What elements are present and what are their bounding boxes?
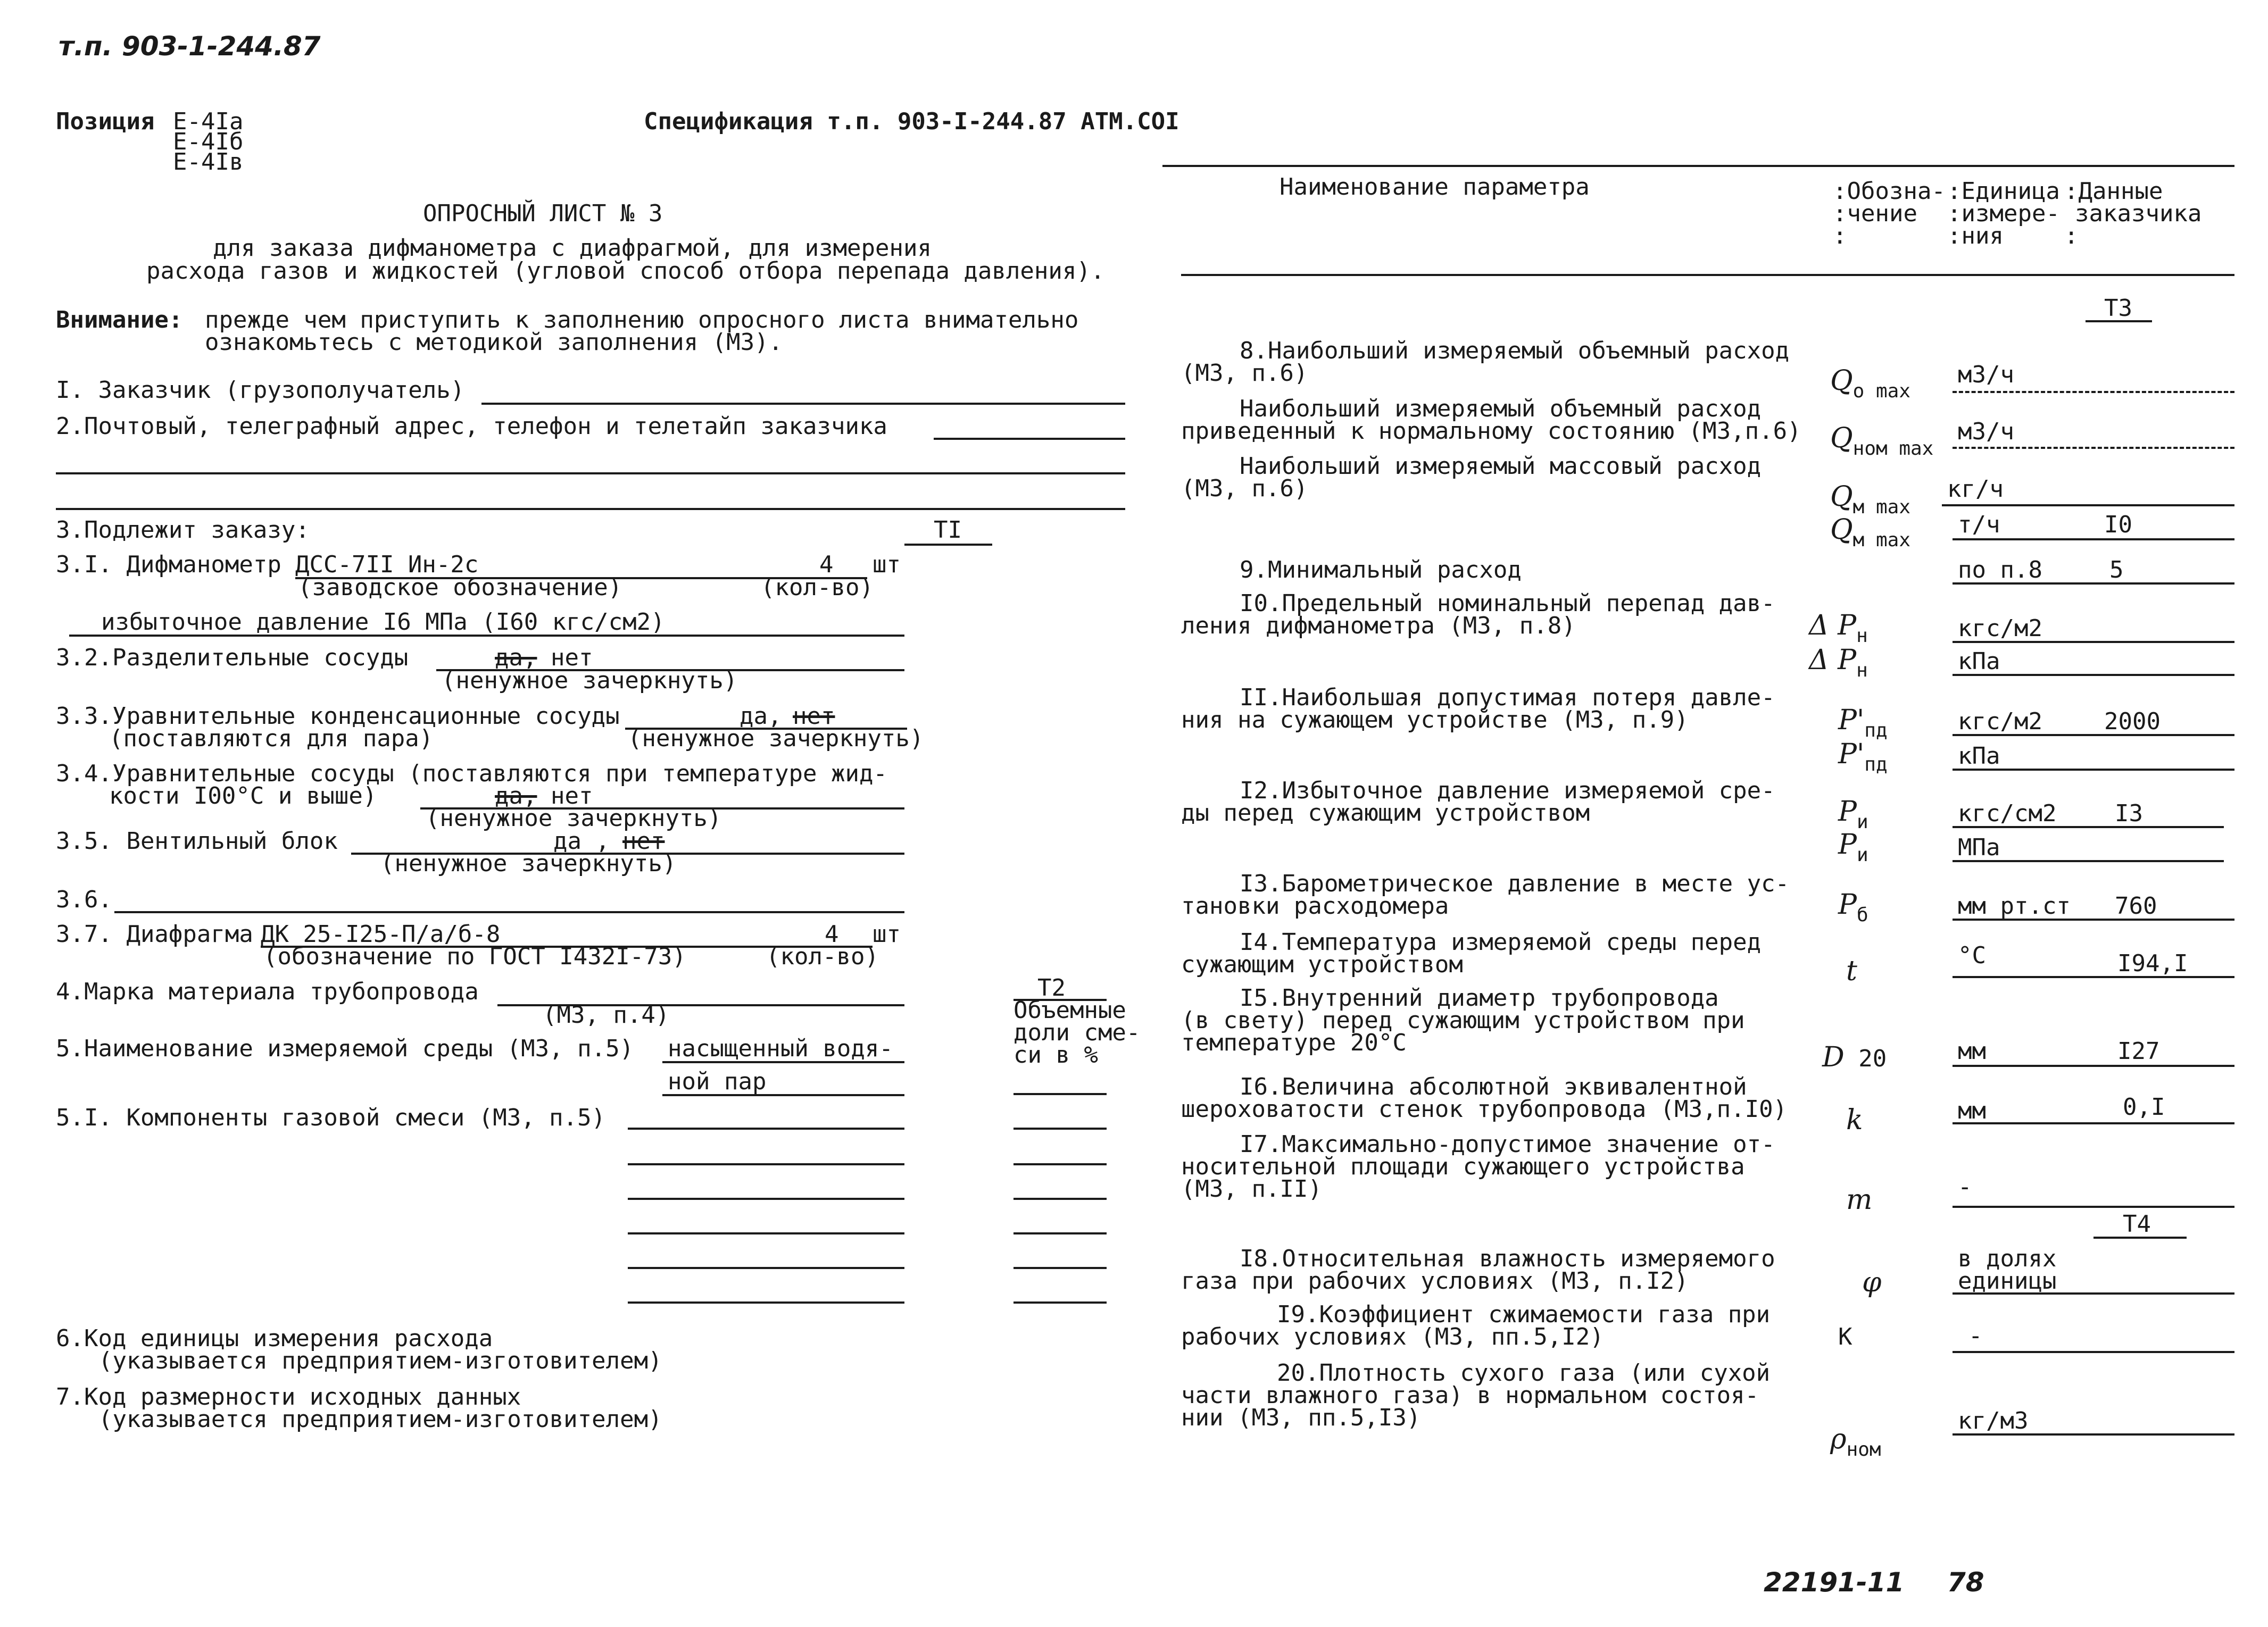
param-15: (в свету) перед сужающим устройством при: [1181, 1007, 1745, 1034]
param-8c-t-field[interactable]: [1953, 538, 2234, 540]
factory-designation-caption: (заводское обозначение): [298, 574, 622, 601]
param-17: носительной площади сужающего устройства: [1181, 1153, 1745, 1180]
unit-kpa: кПа: [1958, 648, 2000, 675]
symbol-p-pd: $P'_{пд}$: [1838, 738, 1888, 775]
unit-kg-m3: кг/м3: [1958, 1407, 2029, 1434]
param-12-field[interactable]: [1953, 826, 2224, 828]
unit-fraction: единицы: [1958, 1267, 2057, 1295]
column-header-unit: :измере-: [1947, 200, 2060, 227]
item-3-4-label: 3.4.Уравнительные сосуды (поставляются при температуре жид-: [56, 760, 887, 787]
param-16-field[interactable]: [1953, 1122, 2234, 1124]
section-divider: [56, 508, 1125, 510]
param-8: (МЗ, п.6): [1181, 360, 1308, 387]
manometer-quantity: 4: [819, 551, 834, 578]
column-header-symbol: :Обозна-: [1833, 178, 1946, 205]
param-11: ния на сужающем устройстве (МЗ, п.9): [1181, 706, 1689, 733]
quantity-caption: (кол-во): [761, 574, 874, 601]
page-number: 78: [1947, 1567, 1984, 1598]
position-code: Е-4Iв: [173, 148, 244, 176]
gas-fraction-field[interactable]: [1013, 1232, 1107, 1234]
gas-component-field[interactable]: [628, 1267, 904, 1269]
unit-kpa: кПа: [1958, 742, 2000, 770]
form-title: ОПРОСНЫЙ ЛИСТ № 3: [423, 200, 663, 227]
cross-out-caption: (ненужное зачеркнуть): [628, 725, 924, 752]
param-12: I2.Избыточное давление измеряемой сре-: [1240, 777, 1775, 804]
symbol-q-m-max: $Q_{м max}$: [1830, 481, 1911, 518]
unit-kgh: кг/ч: [1947, 475, 2004, 503]
table-mark-t1: ТI: [934, 516, 962, 544]
item-3-5-label: 3.5. Вентильный блок: [56, 828, 338, 855]
gas-fraction-field[interactable]: [1013, 1267, 1107, 1269]
symbol-q-m-max: $Q_{м max}$: [1830, 514, 1911, 551]
table-mark-t3: Т3: [2104, 295, 2132, 322]
param-16: I6.Величина абсолютной эквивалентной: [1240, 1073, 1747, 1100]
cross-out-caption: (ненужное зачеркнуть): [442, 667, 738, 694]
value-roughness: 0,I: [2123, 1094, 2165, 1121]
item-3-6-field[interactable]: [114, 911, 904, 913]
param-9-field[interactable]: [1953, 582, 2234, 585]
param-20: нии (МЗ, пп.5,I3): [1181, 1404, 1421, 1431]
option-no-crossed: нет: [622, 828, 665, 855]
item-3-1-label: 3.I. Дифманометр: [56, 551, 281, 578]
item-1-field[interactable]: [481, 403, 1125, 405]
unit-mm: мм: [1958, 1038, 1986, 1065]
table-mark-t4: Т4: [2123, 1211, 2151, 1238]
param-20: части влажного газа) в нормальном состоя-: [1181, 1382, 1759, 1409]
param-14: сужающим устройством: [1181, 951, 1463, 978]
option-no: нет: [551, 644, 593, 671]
item-5-label: 5.Наименование измеряемой среды (МЗ, п.5): [56, 1035, 634, 1062]
param-18-field[interactable]: [1953, 1292, 2234, 1295]
gas-fraction-field[interactable]: [1013, 1301, 1107, 1304]
item-2-field[interactable]: [934, 438, 1125, 440]
attention-text: прежде чем приступить к заполнению опросного листа внимательно: [205, 306, 1079, 333]
param-16: шероховатости стенок трубопровода (МЗ,п.I0): [1181, 1096, 1788, 1123]
item-2-field-line[interactable]: [56, 472, 1125, 474]
unit-celsius: °С: [1958, 942, 1986, 969]
value-overpressure: I3: [2115, 800, 2143, 827]
param-11-field[interactable]: [1953, 734, 2234, 736]
unit-kgs-m2: кгс/м2: [1958, 615, 2042, 642]
form-subtitle: для заказа дифманометра с диафрагмой, для измерения: [213, 235, 932, 262]
medium-field-line[interactable]: [662, 1094, 904, 1096]
option-no: нет: [551, 782, 593, 810]
column-header-unit: :Единица: [1947, 178, 2060, 205]
symbol-q-o-max: $Q_{о max}$: [1830, 365, 1911, 402]
gas-component-field[interactable]: [628, 1163, 904, 1165]
param-12: ды перед сужающим устройством: [1181, 799, 1590, 827]
symbol-d-20: D 20: [1822, 1041, 1887, 1073]
option-no-crossed: нет: [793, 703, 835, 730]
document-number: 22191-11: [1764, 1567, 1905, 1598]
column-header-data: :Данные: [2064, 178, 2163, 205]
item-3-3-note: (поставляются для пара): [109, 725, 434, 752]
param-18: газа при рабочих условиях (МЗ, п.I2): [1181, 1267, 1689, 1295]
item-6-note: (указывается предприятием-изготовителем): [98, 1347, 662, 1374]
unit-pieces: шт: [873, 921, 901, 948]
param-12-mpa-field[interactable]: [1953, 860, 2224, 862]
item-3-label: 3.Подлежит заказу:: [56, 516, 310, 544]
t3-underline: [2086, 320, 2152, 322]
form-subtitle: расхода газов и жидкостей (угловой способ отбора перепада давления).: [146, 257, 1105, 285]
unit-dash: -: [1958, 1173, 1972, 1200]
gost-caption: (обозначение по ГОСТ I432I-73): [263, 943, 686, 970]
unit-kgs-cm2: кгс/см2: [1958, 800, 2057, 827]
param-10-field[interactable]: [1953, 641, 2234, 643]
table-mark-t2: Т2: [1037, 974, 1066, 1002]
gas-component-field[interactable]: [628, 1198, 904, 1200]
symbol-compressibility: К: [1838, 1323, 1852, 1350]
quantity-caption: (кол-во): [766, 943, 879, 970]
gas-fraction-field[interactable]: [1013, 1163, 1107, 1165]
param-14: I4.Температура измеряемой среды перед: [1240, 929, 1762, 956]
symbol-p-i: $P_и$: [1838, 796, 1868, 833]
gas-component-field[interactable]: [628, 1128, 904, 1130]
unit-dash: -: [1968, 1322, 1983, 1349]
t1-underline: [904, 544, 992, 546]
param-8c-field[interactable]: [1942, 504, 2234, 506]
diaphragm-quantity: 4: [825, 921, 839, 948]
overpressure-field[interactable]: [69, 635, 904, 637]
gas-fraction-field[interactable]: [1013, 1093, 1107, 1095]
param-11-kpa-field[interactable]: [1953, 769, 2234, 771]
option-yes: да ,: [553, 828, 610, 855]
overpressure-value: избыточное давление I6 МПа (I60 кгс/см2): [101, 608, 665, 636]
t4-underline: [2093, 1237, 2187, 1239]
param-8c: Наибольший измеряемый массовый расход: [1240, 453, 1762, 480]
symbol-phi: φ: [1862, 1266, 1882, 1298]
param-9: 9.Минимальный расход: [1240, 556, 1522, 583]
value-max-mass-flow: I0: [2104, 511, 2132, 538]
param-8b: Наибольший измеряемый объемный расход: [1240, 395, 1762, 422]
param-15-field[interactable]: [1953, 1065, 2234, 1067]
table-header-rule: [1181, 274, 2234, 276]
column-header-name: Наименование параметра: [1280, 173, 1590, 201]
param-10-kpa-field[interactable]: [1953, 674, 2234, 676]
value-barometric: 760: [2115, 892, 2157, 920]
unit-th: т/ч: [1958, 511, 2000, 538]
gas-component-field[interactable]: [628, 1232, 904, 1234]
item-3-6-label: 3.6.: [56, 886, 112, 913]
unit-per-p8: по п.8: [1958, 556, 2042, 583]
diaphragm-value: ДК 25-I25-П/а/б-8: [261, 921, 501, 948]
column-header-symbol: :: [1833, 222, 1847, 249]
param-14-field[interactable]: [1953, 976, 2234, 978]
unit-m3h: м3/ч: [1958, 361, 2014, 388]
differential-manometer-value: ДСС-7II Ин-2с: [295, 551, 479, 578]
item-1-label: I. Заказчик (грузополучатель): [56, 377, 465, 404]
symbol-delta-p-n: Δ $P_н$: [1809, 644, 1868, 681]
column-header-unit: :ния: [1947, 222, 2004, 249]
t2-caption: Объемные: [1013, 997, 1126, 1024]
param-13: тановки расходомера: [1181, 892, 1449, 920]
cross-out-caption: (ненужное зачеркнуть): [380, 850, 677, 877]
unit-fraction: в долях: [1958, 1245, 2057, 1272]
position-code: Е-4Iа: [173, 108, 244, 135]
param-17-field[interactable]: [1953, 1206, 2234, 1208]
gas-fraction-field[interactable]: [1013, 1128, 1107, 1130]
param-8-field[interactable]: [1953, 391, 2234, 393]
symbol-k: k: [1846, 1104, 1863, 1136]
t2-caption: си в %: [1013, 1041, 1098, 1069]
cross-out-caption: (ненужное зачеркнуть): [426, 805, 722, 832]
param-15: температуре 20°С: [1181, 1029, 1407, 1056]
medium-field[interactable]: [662, 1061, 904, 1063]
param-17: I7.Максимально-допустимое значение от-: [1240, 1131, 1775, 1158]
item-3-7-label: 3.7. Диафрагма: [56, 921, 253, 948]
option-yes-crossed: да,: [495, 644, 537, 671]
option-yes: да,: [740, 703, 782, 730]
value-temperature: I94,I: [2117, 950, 2188, 977]
spec-reference: Спецификация т.п. 903-I-244.87 АТМ.COI: [644, 108, 1179, 135]
item-6-label: 6.Код единицы измерения расхода: [56, 1325, 493, 1352]
param-20-field[interactable]: [1953, 1433, 2234, 1436]
param-20: 20.Плотность сухого газа (или сухой: [1277, 1359, 1771, 1387]
symbol-rho-nom: $\rho_{ном}$: [1830, 1423, 1881, 1461]
item-2-label: 2.Почтовый, телеграфный адрес, телефон и телетайп заказчика: [56, 413, 887, 440]
attention-label: Внимание:: [56, 306, 183, 333]
unit-mpa: МПа: [1958, 834, 2000, 861]
item-3-4-label: кости I00°С и выше): [109, 782, 377, 810]
medium-value: насыщенный водя-: [668, 1035, 893, 1062]
param-10: I0.Предельный номинальный перепад дав-: [1240, 590, 1775, 617]
column-header-data: :: [2064, 222, 2079, 249]
position-code: Е-4Iб: [173, 128, 244, 155]
param-17: (МЗ, п.II): [1181, 1175, 1322, 1203]
item-3-3-label: 3.3.Уравнительные конденсационные сосуды: [56, 703, 620, 730]
value-min-flow: 5: [2109, 556, 2124, 583]
option-yes-crossed: да,: [495, 782, 537, 810]
symbol-q-nom-max: $Q_{ном max}$: [1830, 422, 1934, 460]
table-top-rule: [1162, 165, 2234, 167]
corner-note: т.п. 903-1-244.87: [59, 31, 321, 62]
unit-kgs-m2: кгс/м2: [1958, 708, 2042, 735]
symbol-p-b: $P_б$: [1838, 889, 1868, 926]
param-15: I5.Внутренний диаметр трубопровода: [1240, 984, 1719, 1012]
param-13: I3.Барометрическое давление в месте ус-: [1240, 870, 1790, 897]
param-19: I9.Коэффициент сжимаемости газа при: [1277, 1301, 1771, 1328]
unit-mmhg: мм рт.ст: [1958, 892, 2071, 920]
item-4-label: 4.Марка материала трубопровода: [56, 978, 479, 1005]
value-diameter: I27: [2117, 1038, 2160, 1065]
value-pressure-loss: 2000: [2104, 708, 2161, 735]
symbol-delta-p-n: Δ $P_н$: [1809, 610, 1868, 647]
param-8c: (МЗ, п.6): [1181, 475, 1308, 502]
column-header-data: заказчика: [2075, 200, 2202, 227]
symbol-p-pd: $P'_{пд}$: [1838, 704, 1888, 741]
param-19-field[interactable]: [1953, 1351, 2234, 1353]
param-11: II.Наибольшая допустимая потеря давле-: [1240, 684, 1775, 711]
unit-pieces: шт: [873, 551, 901, 578]
medium-value: ной пар: [668, 1068, 767, 1095]
param-18: I8.Относительная влажность измеряемого: [1240, 1245, 1775, 1272]
symbol-t: t: [1846, 955, 1857, 987]
item-7-note: (указывается предприятием-изготовителем): [98, 1406, 662, 1433]
gas-fraction-field[interactable]: [1013, 1198, 1107, 1200]
item-3-2-label: 3.2.Разделительные сосуды: [56, 644, 409, 671]
item-4-note: (МЗ, п.4): [543, 1002, 670, 1029]
unit-m3h: м3/ч: [1958, 418, 2014, 445]
param-8: 8.Наибольший измеряемый объемный расход: [1240, 337, 1790, 364]
gas-component-field[interactable]: [628, 1301, 904, 1304]
unit-mm: мм: [1958, 1097, 1986, 1124]
column-header-symbol: :чение: [1833, 200, 1917, 227]
item-5-1-label: 5.I. Компоненты газовой смеси (МЗ, п.5): [56, 1104, 606, 1131]
attention-text: ознакомьтесь с методикой заполнения (МЗ).: [205, 329, 783, 356]
param-10: ления дифманометра (МЗ, п.8): [1181, 612, 1576, 639]
symbol-m: m: [1846, 1184, 1873, 1216]
t2-caption: доли сме-: [1013, 1019, 1141, 1046]
param-8b-field[interactable]: [1953, 447, 2234, 449]
param-8b: приведенный к нормальному состоянию (МЗ,п.6): [1181, 418, 1801, 445]
param-13-field[interactable]: [1953, 919, 2234, 921]
item-7-label: 7.Код размерности исходных данных: [56, 1383, 521, 1411]
position-label: Позиция: [56, 108, 155, 135]
symbol-p-i: $P_и$: [1838, 829, 1868, 866]
param-19: рабочих условиях (МЗ, пп.5,I2): [1181, 1323, 1604, 1350]
